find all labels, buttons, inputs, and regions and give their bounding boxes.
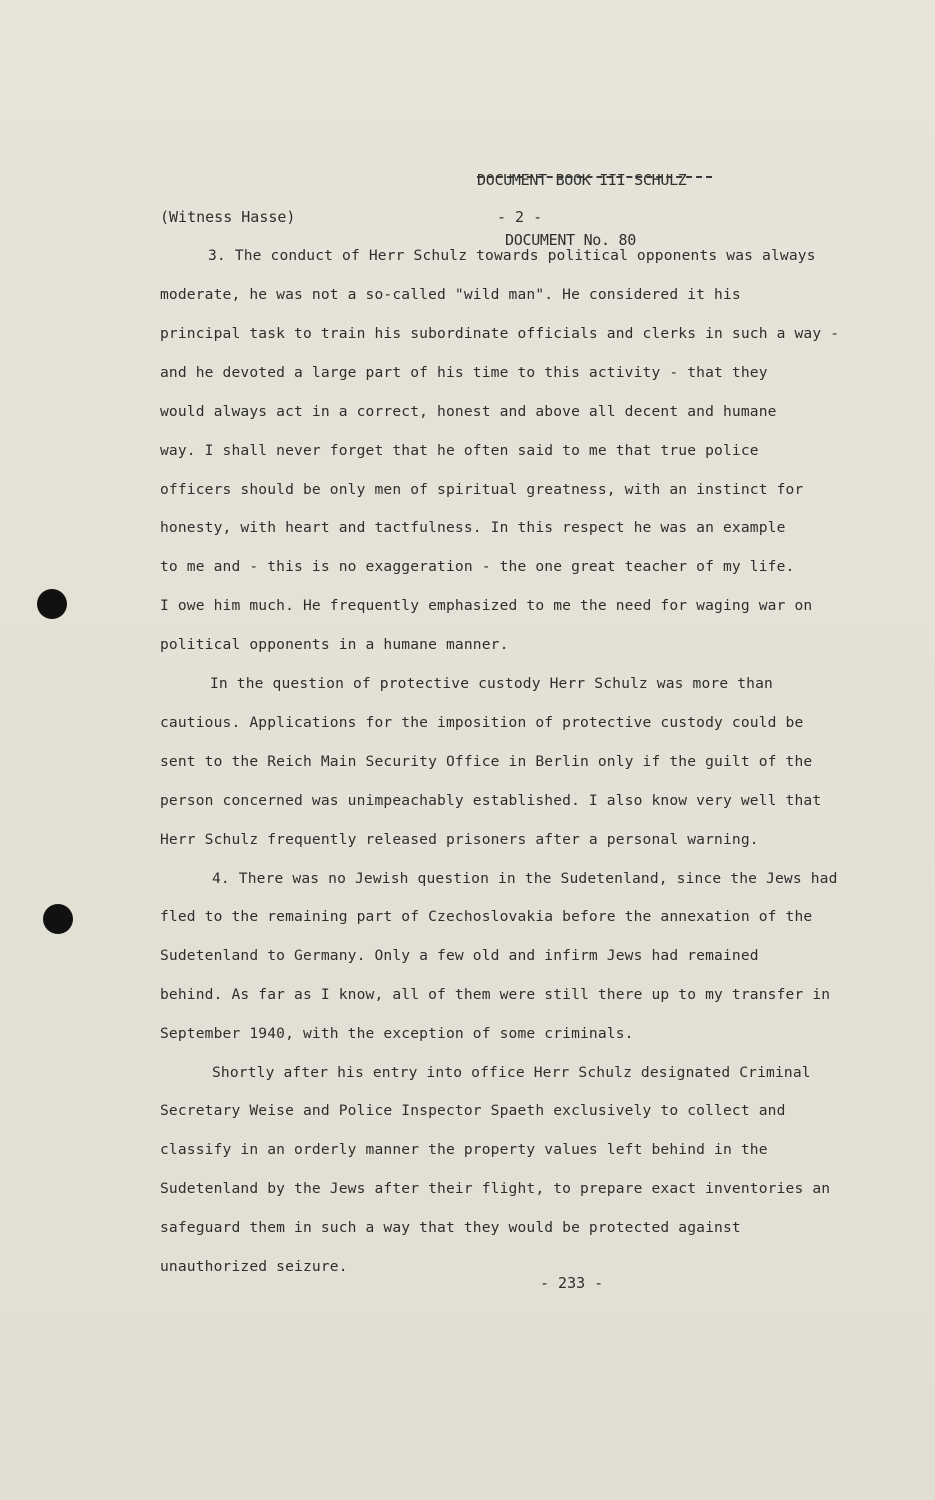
text-line: principal task to train his subordinate officials and clerks in such a way - <box>160 325 840 342</box>
text-line: 3. The conduct of Herr Schulz towards political opponents was always <box>208 247 816 264</box>
text-line: political opponents in a humane manner. <box>160 636 509 653</box>
text-line: to me and - this is no exaggeration - the one great teacher of my life. <box>160 558 795 575</box>
text-line: honesty, with heart and tactfulness. In this respect he was an example <box>160 519 786 536</box>
text-line: Secretary Weise and Police Inspector Spaeth exclusively to collect and <box>160 1102 786 1119</box>
document-book-title: DOCUMENT BOOK III SCHULZ <box>477 171 687 189</box>
text-line: way. I shall never forget that he often said to me that true police <box>160 442 759 459</box>
document-number: DOCUMENT No. 80 <box>505 231 636 249</box>
text-line: and he devoted a large part of his time to this activity - that they <box>160 364 768 381</box>
text-line: fled to the remaining part of Czechoslovakia before the annexation of the <box>160 908 813 925</box>
punch-hole-bottom <box>43 904 73 934</box>
text-line: September 1940, with the exception of some criminals. <box>160 1025 634 1042</box>
text-line: unauthorized seizure. <box>160 1258 348 1275</box>
text-line: Sudetenland to Germany. Only a few old and infirm Jews had remained <box>160 947 759 964</box>
punch-hole-top <box>37 589 67 619</box>
text-line: safeguard them in such a way that they would be protected against <box>160 1219 741 1236</box>
text-line: sent to the Reich Main Security Office in Berlin only if the guilt of the <box>160 753 813 770</box>
text-line: behind. As far as I know, all of them were still there up to my transfer in <box>160 986 831 1003</box>
text-line: cautious. Applications for the imposition of protective custody could be <box>160 714 804 731</box>
text-line: Sudetenland by the Jews after their flight, to prepare exact inventories an <box>160 1180 831 1197</box>
text-line: In the question of protective custody Herr Schulz was more than <box>210 675 773 692</box>
text-line: moderate, he was not a so-called "wild man". He considered it his <box>160 286 741 303</box>
text-line: 4. There was no Jewish question in the Sudetenland, since the Jews had <box>212 870 838 887</box>
text-line: officers should be only men of spiritual greatness, with an instinct for <box>160 481 804 498</box>
page-marker: - 2 - <box>497 208 543 226</box>
text-line: person concerned was unimpeachably established. I also know very well that <box>160 792 822 809</box>
header-dashed-rule <box>477 176 712 178</box>
witness-label: (Witness Hasse) <box>160 208 296 226</box>
text-line: Shortly after his entry into office Herr Schulz designated Criminal <box>212 1064 811 1081</box>
page-number-footer: - 233 - <box>540 1274 604 1292</box>
text-line: I owe him much. He frequently emphasized to me the need for waging war on <box>160 597 813 614</box>
text-line: Herr Schulz frequently released prisoners after a personal warning. <box>160 831 759 848</box>
text-line: classify in an orderly manner the property values left behind in the <box>160 1141 768 1158</box>
text-line: would always act in a correct, honest and above all decent and humane <box>160 403 777 420</box>
